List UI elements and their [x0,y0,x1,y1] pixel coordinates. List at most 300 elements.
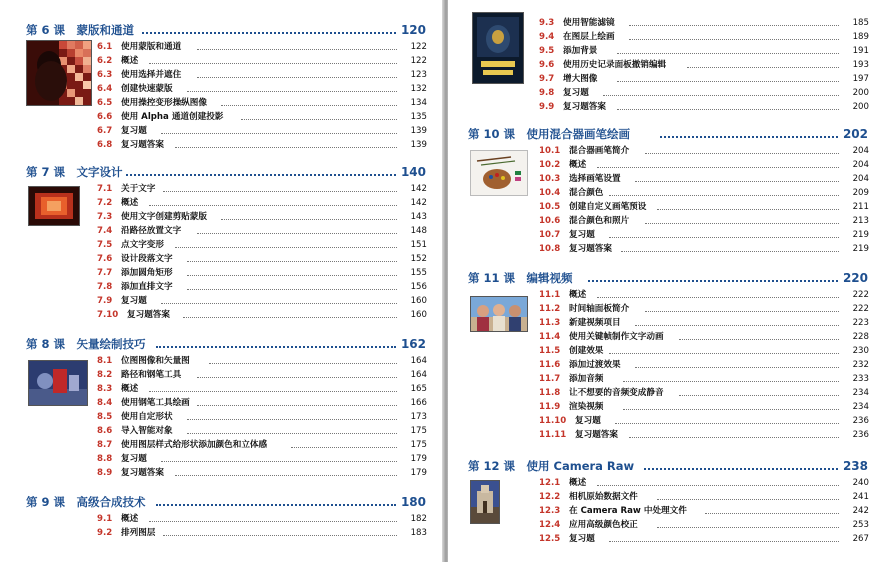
section-title: 导入智能对象 [121,426,173,436]
section-page: 189 [852,32,869,42]
leader-dots [161,461,397,462]
leader-dots [187,289,397,290]
leader-dots [183,317,397,318]
section-number: 9.2 [97,528,113,538]
leader-dots [597,167,839,168]
left-page [0,0,444,562]
list-item[interactable] [97,354,427,368]
section-number: 11.5 [539,346,561,356]
section-page: 234 [852,402,869,412]
section-page: 240 [852,478,869,488]
lesson-title: 第 8 课 矢量绘制技巧 [26,337,146,351]
section-title: 复习题 [121,454,147,464]
list-item[interactable] [539,288,869,302]
list-item[interactable] [97,252,427,266]
section-page: 204 [852,146,869,156]
leader-dots [175,147,397,148]
list-item[interactable] [539,72,869,86]
list-item[interactable] [539,44,869,58]
section-page: 209 [852,188,869,198]
leader-dots [597,485,839,486]
section-number: 7.7 [97,268,113,278]
lesson-header[interactable] [0,494,444,510]
list-item[interactable] [539,316,869,330]
section-number: 10.3 [539,174,561,184]
list-item[interactable] [539,86,869,100]
list-item[interactable] [97,82,427,96]
text-design-thumbnail [28,186,80,226]
section-number: 7.1 [97,184,113,194]
lesson-page-number: 162 [400,337,426,351]
list-item[interactable] [97,110,427,124]
section-number: 8.1 [97,356,113,366]
section-page: 223 [852,318,869,328]
lesson-header[interactable] [0,22,444,38]
section-page: 142 [410,198,427,208]
section-number: 11.9 [539,402,561,412]
section-number: 7.6 [97,254,113,264]
section-page: 233 [852,374,869,384]
leader-dots [163,535,397,536]
leader-dots [645,311,839,312]
lesson-header[interactable] [448,126,892,142]
section-title: 复习题 [121,126,147,136]
section-page: 156 [410,282,427,292]
section-number: 6.5 [97,98,113,108]
section-page: 185 [852,18,869,28]
list-item[interactable] [539,344,869,358]
section-number: 11.6 [539,360,561,370]
list-item[interactable] [539,372,869,386]
section-title: 复习题答案 [121,468,164,478]
section-title: 概述 [121,198,139,208]
palette-brushes-thumbnail [470,150,528,196]
section-title: 设计段落文字 [121,254,173,264]
section-title: 添加圆角矩形 [121,268,173,278]
section-number: 9.1 [97,514,113,524]
right-page [448,0,892,562]
section-number: 11.10 [539,416,567,426]
list-item[interactable] [97,438,427,452]
section-title: 概述 [569,478,587,488]
section-page: 219 [852,230,869,240]
lesson-page-number: 220 [842,271,868,285]
section-title: 概述 [569,290,587,300]
leader-dots [197,77,397,78]
section-number: 8.9 [97,468,113,478]
section-title: 复习题 [121,296,147,306]
section-page: 142 [410,184,427,194]
leader-dots [291,447,397,448]
section-number: 9.8 [539,88,555,98]
section-number: 9.3 [539,18,555,28]
section-title: 让不想要的音频变成静音 [569,388,664,398]
list-item[interactable] [539,386,869,400]
list-item[interactable] [539,172,869,186]
list-item[interactable] [97,224,427,238]
section-title: 添加直排文字 [121,282,173,292]
section-page: 165 [410,384,427,394]
vector-drawing-thumbnail [28,360,88,406]
leader-dots [126,174,396,176]
section-page: 134 [410,98,427,108]
leader-dots [221,219,397,220]
section-number: 9.9 [539,102,555,112]
section-title: 复习题答案 [127,310,170,320]
leader-dots [197,233,397,234]
list-item[interactable] [539,428,869,442]
section-page: 241 [852,492,869,502]
section-title: 复习题 [563,88,589,98]
video-people-thumbnail [470,296,528,332]
section-title: 使用图层样式给形状添加颜色和立体感 [121,440,268,450]
section-page: 151 [410,240,427,250]
list-item[interactable] [97,196,427,210]
leader-dots [657,527,839,528]
leader-dots [197,49,397,50]
list-item[interactable] [539,200,869,214]
section-page: 204 [852,160,869,170]
list-item[interactable] [97,466,427,480]
section-page: 213 [852,216,869,226]
list-item[interactable] [97,68,427,82]
section-title: 新建视频项目 [569,318,621,328]
list-item[interactable] [539,186,869,200]
leader-dots [629,39,839,40]
section-title: 使用操控变形操纵图像 [121,98,207,108]
leader-dots [149,391,397,392]
leader-dots [609,541,839,542]
section-title: 在 Camera Raw 中处理文件 [569,506,687,516]
section-number: 6.7 [97,126,113,136]
section-number: 11.1 [539,290,561,300]
list-item[interactable] [539,228,869,242]
section-title: 沿路径放置文字 [121,226,182,236]
section-title: 添加过渡效果 [569,360,621,370]
leader-dots [657,209,839,210]
section-title: 创建快速蒙版 [121,84,173,94]
section-page: 164 [410,370,427,380]
section-title: 选择画笔设置 [569,174,621,184]
section-title: 添加音频 [569,374,604,384]
list-item[interactable] [97,210,427,224]
section-number: 10.5 [539,202,561,212]
section-title: 创建效果 [569,346,604,356]
list-item[interactable] [97,182,427,196]
leader-dots [687,67,839,68]
list-item[interactable] [97,280,427,294]
section-number: 9.7 [539,74,555,84]
list-item[interactable] [539,532,869,546]
section-page: 230 [852,346,869,356]
section-number: 10.4 [539,188,561,198]
list-item[interactable] [539,358,869,372]
section-page: 179 [410,468,427,478]
section-number: 12.4 [539,520,561,530]
section-page: 236 [852,430,869,440]
leader-dots [163,191,397,192]
leader-dots [209,363,397,364]
section-page: 191 [852,46,869,56]
list-item[interactable] [97,294,427,308]
lesson-title: 第 6 课 蒙版和通道 [26,23,135,37]
leader-dots [187,275,397,276]
section-title: 相机原始数据文件 [569,492,638,502]
camera-raw-thumbnail [470,480,500,524]
section-number: 10.6 [539,216,561,226]
section-page: 155 [410,268,427,278]
section-title: 使用历史记录面板撤销编辑 [563,60,667,70]
section-page: 236 [852,416,869,426]
leader-dots [156,504,396,506]
list-item[interactable] [539,518,869,532]
section-title: 使用关键帧制作文字动画 [569,332,664,342]
section-page: 183 [410,528,427,538]
section-title: 使用蒙版和通道 [121,42,182,52]
list-item[interactable] [97,266,427,280]
section-page: 179 [410,454,427,464]
leader-dots [609,195,839,196]
list-item[interactable] [97,124,427,138]
list-item[interactable] [97,138,427,152]
section-page: 200 [852,102,869,112]
section-title: 复习题答案 [569,244,612,254]
section-page: 175 [410,440,427,450]
leader-dots [617,109,839,110]
section-title: 使用钢笔工具绘画 [121,398,190,408]
section-title: 概述 [121,384,139,394]
lesson-header[interactable] [0,164,444,180]
section-number: 7.9 [97,296,113,306]
leader-dots [175,247,397,248]
leader-dots [187,91,397,92]
section-page: 160 [410,310,427,320]
lesson-page-number: 140 [400,165,426,179]
list-item[interactable] [97,96,427,110]
list-item[interactable] [97,40,427,54]
list-item[interactable] [97,238,427,252]
list-item[interactable] [97,382,427,396]
leader-dots [149,521,397,522]
section-title: 渲染视频 [569,402,604,412]
leader-dots [621,251,839,252]
list-item[interactable] [539,490,869,504]
list-item[interactable] [539,476,869,490]
list-item[interactable] [97,396,427,410]
section-number: 11.8 [539,388,561,398]
section-number: 11.2 [539,304,561,314]
list-item[interactable] [539,504,869,518]
section-page: 143 [410,212,427,222]
section-title: 创建自定义画笔预设 [569,202,647,212]
leader-dots [197,405,397,406]
section-number: 11.4 [539,332,561,342]
leader-dots [603,95,839,96]
leader-dots [597,297,839,298]
lesson-header[interactable] [448,270,892,286]
list-item[interactable] [539,16,869,30]
section-title: 复习题 [575,416,601,426]
lesson-header[interactable] [0,336,444,352]
section-title: 使用 Alpha 通道创建投影 [121,112,224,122]
section-number: 8.6 [97,426,113,436]
section-page: 122 [410,42,427,52]
section-number: 10.7 [539,230,561,240]
section-page: 232 [852,360,869,370]
section-page: 267 [852,534,869,544]
section-page: 242 [852,506,869,516]
leader-dots [629,25,839,26]
section-number: 12.5 [539,534,561,544]
list-item[interactable] [539,144,869,158]
section-title: 混合颜色和照片 [569,216,630,226]
section-title: 复习题答案 [575,430,618,440]
list-item[interactable] [539,242,869,256]
section-number: 9.5 [539,46,555,56]
section-page: 160 [410,296,427,306]
leader-dots [156,346,396,348]
section-number: 6.4 [97,84,113,94]
section-title: 概述 [121,56,139,66]
leader-dots [187,433,397,434]
leader-dots [617,81,839,82]
leader-dots [679,339,839,340]
section-number: 10.8 [539,244,561,254]
section-number: 12.3 [539,506,561,516]
section-number: 8.8 [97,454,113,464]
list-item[interactable] [97,424,427,438]
section-number: 9.6 [539,60,555,70]
list-item[interactable] [539,214,869,228]
lesson-page-number: 180 [400,495,426,509]
section-number: 7.10 [97,310,119,320]
section-title: 添加背景 [563,46,598,56]
list-item[interactable] [97,54,427,68]
leader-dots [187,261,397,262]
list-item[interactable] [539,302,869,316]
list-item[interactable] [539,158,869,172]
section-page: 132 [410,84,427,94]
section-title: 使用文字创建剪贴蒙版 [121,212,207,222]
section-page: 253 [852,520,869,530]
leader-dots [635,325,839,326]
leader-dots [615,423,839,424]
section-number: 10.1 [539,146,561,156]
section-title: 概述 [569,160,587,170]
section-number: 8.2 [97,370,113,380]
section-number: 9.4 [539,32,555,42]
leader-dots [241,119,397,120]
section-title: 概述 [121,514,139,524]
lesson-title: 第 9 课 高级合成技术 [26,495,146,509]
leader-dots [161,303,397,304]
section-title: 在图层上绘画 [563,32,615,42]
section-number: 10.2 [539,160,561,170]
list-item[interactable] [97,526,427,540]
lesson-title: 第 7 课 文字设计 [26,165,123,179]
list-item[interactable] [539,414,869,428]
leader-dots [175,475,397,476]
section-title: 路径和钢笔工具 [121,370,182,380]
section-number: 12.1 [539,478,561,488]
leader-dots [617,53,839,54]
leader-dots [187,419,397,420]
lesson-title: 第 11 课 编辑视频 [468,271,573,285]
section-page: 193 [852,60,869,70]
section-page: 222 [852,290,869,300]
list-item[interactable] [539,100,869,114]
section-title: 关于文字 [121,184,156,194]
section-number: 8.7 [97,440,113,450]
leader-dots [660,136,838,138]
section-page: 148 [410,226,427,236]
leader-dots [161,133,397,134]
leader-dots [635,181,839,182]
section-title: 位图图像和矢量图 [121,356,190,366]
section-number: 6.2 [97,56,113,66]
section-page: 204 [852,174,869,184]
section-number: 7.5 [97,240,113,250]
list-item[interactable] [539,30,869,44]
list-item[interactable] [97,368,427,382]
lesson-page-number: 120 [400,23,426,37]
section-number: 7.2 [97,198,113,208]
list-item[interactable] [97,512,427,526]
section-page: 166 [410,398,427,408]
leader-dots [623,409,839,410]
leader-dots [679,395,839,396]
section-page: 173 [410,412,427,422]
section-number: 8.4 [97,398,113,408]
section-page: 228 [852,332,869,342]
section-title: 点文字变形 [121,240,164,250]
section-title: 应用高级颜色校正 [569,520,638,530]
section-title: 混合颜色 [569,188,604,198]
lesson-title: 第 10 课 使用混合器画笔绘画 [468,127,631,141]
section-title: 使用自定形状 [121,412,173,422]
lesson-page-number: 238 [842,459,868,473]
list-item[interactable] [539,58,869,72]
leader-dots [149,63,397,64]
leader-dots [142,32,396,34]
leader-dots [623,381,839,382]
leader-dots [629,437,839,438]
leader-dots [197,377,397,378]
list-item[interactable] [97,308,427,322]
list-item[interactable] [539,400,869,414]
list-item[interactable] [539,330,869,344]
list-item[interactable] [97,452,427,466]
section-page: 211 [852,202,869,212]
section-title: 复习题答案 [563,102,606,112]
section-title: 排列图层 [121,528,156,538]
section-number: 8.3 [97,384,113,394]
section-number: 11.7 [539,374,561,384]
section-number: 6.1 [97,42,113,52]
section-page: 123 [410,70,427,80]
section-number: 7.3 [97,212,113,222]
section-title: 混合器画笔简介 [569,146,630,156]
section-title: 复习题 [569,230,595,240]
list-item[interactable] [97,410,427,424]
lesson-header[interactable] [448,458,892,474]
compositing-poster-thumbnail [472,12,524,84]
section-title: 复习题 [569,534,595,544]
section-page: 234 [852,388,869,398]
leader-dots [644,468,838,470]
section-page: 182 [410,514,427,524]
section-number: 11.3 [539,318,561,328]
